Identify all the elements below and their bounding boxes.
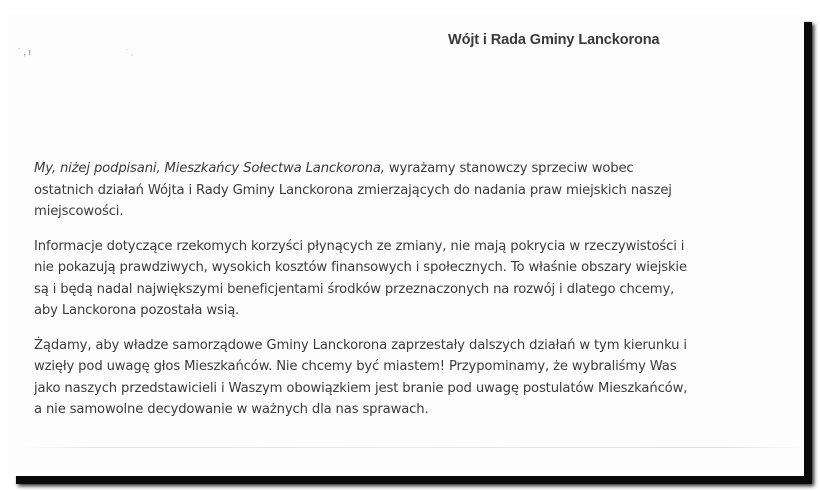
text-fragment: wyrażamy stanowczy sprzeciw wobec xyxy=(384,161,634,176)
text-line: wzięły pod uwagę głos Mieszkańców. Nie chcemy być miastem! Przypominamy, że wybraliśmy Was xyxy=(34,359,677,374)
text-line: a nie samowolne decydowanie w ważnych dla nas sprawach. xyxy=(34,402,429,417)
text-line: nie pokazują prawdziwych, wysokich kosztów finansowych i społecznych. To właśnie obszary wiejskie xyxy=(34,260,687,275)
text-line: aby Lanckorona pozostała wsią. xyxy=(34,303,240,318)
paragraph-protest xyxy=(34,158,804,223)
italic-intro: My, niżej podpisani, Mieszkańcy Sołectwa Lanckorona, xyxy=(34,161,385,176)
paragraph-information xyxy=(34,236,804,322)
text-line: są i będą nadal największymi beneficjentami środków przeznaczonych na rozwój i dlatego chcemy, xyxy=(34,281,675,297)
scan-artifact: ˙ , xyxy=(126,48,134,57)
text-line xyxy=(34,158,804,180)
scan-line-artifact xyxy=(22,447,802,448)
scan-artifact: ˙ , ı xyxy=(18,47,31,57)
text-line: miejscowości. xyxy=(34,204,124,219)
document-body xyxy=(34,158,804,434)
text-line: jako naszych przedstawicieli i Waszym obowiązkiem jest branie pod uwagę postulatów Mieszkańców, xyxy=(34,380,688,396)
text-line: Informacje dotyczące rzekomych korzyści płynących ze zmiany, nie mają pokrycia w rzeczywistości i xyxy=(34,238,685,254)
document-heading: Wójt i Rada Gminy Lanckorona xyxy=(448,32,660,48)
text-line: Żądamy, aby władze samorządowe Gminy Lanckorona zaprzestały dalszych działań w tym kierunku i xyxy=(34,337,687,353)
document-sheet xyxy=(8,14,804,476)
text-line: ostatnich działań Wójta i Rady Gminy Lanckorona zmierzających do nadania praw miejskich naszej xyxy=(34,182,672,198)
paragraph-demand xyxy=(34,335,804,421)
